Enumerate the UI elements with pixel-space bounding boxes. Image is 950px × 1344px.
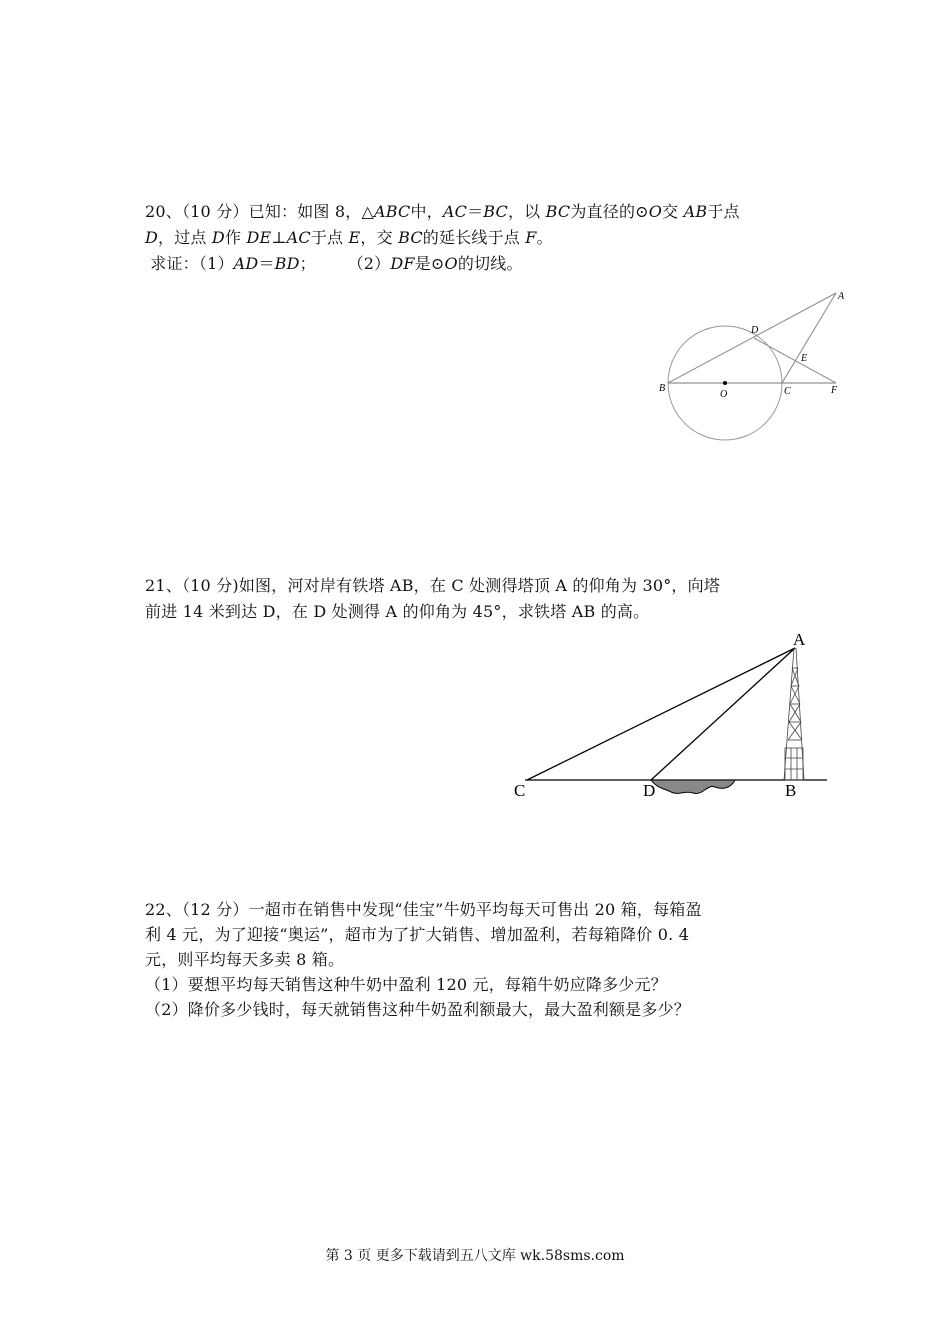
page-footer: 第 3 页 更多下载请到五八文库 wk.58sms.com — [325, 1248, 625, 1264]
line-da — [651, 648, 795, 780]
q22-line-5: （2）降价多少钱时，每天就销售这种牛奶盈利额最大，最大盈利额是多少？ — [145, 1000, 690, 1019]
q22-line-2: 利 4 元，为了迎接“奥运”，超市为了扩大销售、增加盈利，若每箱降价 0. 4 — [145, 925, 690, 944]
q22-line-1: 22、（12 分）一超市在销售中发现“佳宝”牛奶平均每天可售出 20 箱，每箱盈 — [145, 900, 702, 919]
math-symbol: AC — [442, 202, 468, 221]
q20-figure — [650, 285, 850, 445]
text-run: 求证：（1） — [145, 254, 234, 273]
math-symbol: BC — [483, 202, 508, 221]
text-run: 交 — [662, 202, 684, 221]
math-symbol: ABC — [374, 202, 411, 221]
math-symbol: BC — [545, 202, 571, 221]
math-symbol: DE — [246, 228, 272, 247]
q21-figure — [505, 628, 835, 808]
math-symbol: BD — [274, 254, 300, 273]
line-ca — [527, 648, 795, 780]
math-symbol: D — [145, 228, 159, 247]
math-symbol: DF — [390, 254, 415, 273]
label-c: C — [514, 781, 526, 800]
math-symbol: AD — [233, 254, 259, 273]
q21-line-1: 21、（10 分)如图，河对岸有铁塔 AB，在 C 处测得塔顶 A 的仰角为 30°，向塔 — [145, 576, 721, 595]
text-run: ； （2） — [299, 254, 391, 273]
text-run: 。 — [536, 228, 553, 247]
label-d: D — [643, 781, 656, 800]
center-point-o — [723, 381, 727, 385]
label-c: C — [784, 386, 791, 397]
q20-line-2-body — [145, 228, 553, 247]
label-f: F — [831, 385, 838, 396]
q21-line-2: 前进 14 米到达 D，在 D 处测得 A 的仰角为 45°，求铁塔 AB 的高。 — [145, 602, 650, 621]
text-run: ⊥ — [271, 228, 287, 247]
text-run: 为直径的⊙ — [570, 202, 649, 221]
label-d: D — [751, 325, 759, 336]
math-symbol: AB — [683, 202, 708, 221]
math-symbol: BC — [398, 228, 423, 247]
math-symbol: D — [211, 228, 225, 247]
q20-score: （10 分） — [181, 202, 249, 221]
q20-line-3 — [145, 253, 523, 275]
river — [651, 780, 735, 793]
segment-ca — [782, 293, 836, 383]
math-symbol: O — [648, 202, 663, 221]
label-o: O — [720, 389, 728, 400]
text-run: ＝ — [467, 202, 484, 221]
label-b: B — [659, 383, 666, 394]
q20-number: 20、 — [145, 202, 182, 221]
math-symbol: AC — [286, 228, 311, 247]
text-run: ，交 — [360, 228, 399, 247]
label-b: B — [785, 781, 797, 800]
text-run: 于点 — [707, 202, 740, 221]
text-run: ，过点 — [158, 228, 212, 247]
q22-line-3: 元，则平均每天多卖 8 箱。 — [145, 950, 345, 969]
q20-line-1-body — [249, 202, 740, 221]
q20-line-2 — [145, 227, 553, 249]
text-run: 于点 — [310, 228, 349, 247]
q20-line-1 — [145, 201, 740, 223]
text-run: 作 — [224, 228, 247, 247]
math-symbol: E — [348, 228, 361, 247]
q22-line-4: （1）要想平均每天销售这种牛奶中盈利 120 元，每箱牛奶应降多少元？ — [145, 975, 667, 994]
math-symbol: F — [525, 228, 537, 247]
math-symbol: O — [444, 254, 458, 273]
text-run: 中， — [410, 202, 443, 221]
label-a: A — [793, 630, 806, 649]
label-e: E — [801, 353, 808, 364]
q20-line-3-body — [145, 254, 523, 273]
text-run: 已知：如图 8，△ — [248, 202, 374, 221]
segment-df — [754, 338, 836, 383]
text-run: 是⊙ — [414, 254, 445, 273]
label-a: A — [838, 291, 845, 302]
tower — [784, 648, 804, 780]
text-run: 的切线。 — [457, 254, 523, 273]
text-run: ，以 — [507, 202, 546, 221]
text-run: ＝ — [258, 254, 275, 273]
text-run: 的延长线于点 — [422, 228, 526, 247]
